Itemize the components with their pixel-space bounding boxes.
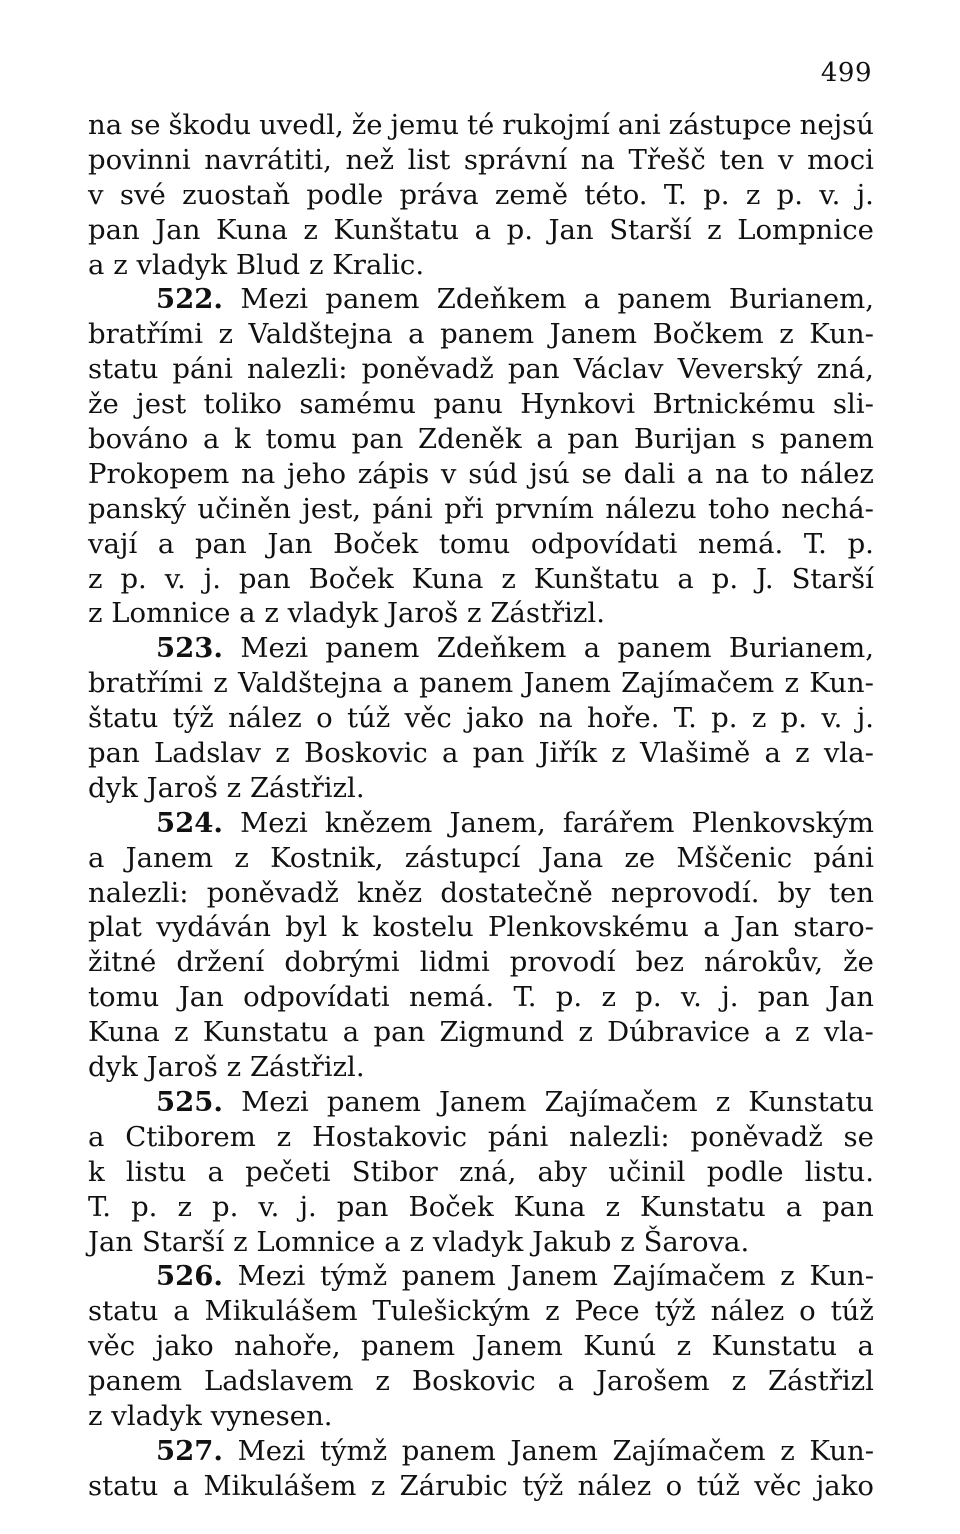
entry-number: 522. [156, 283, 223, 316]
page-number: 499 [820, 58, 872, 88]
text-line: věc jako nahoře, panem Janem Kunú z Kunstatu a [88, 1330, 874, 1363]
text-line: statu a Mikulášem Tulešickým z Pece týž nález o túž [88, 1295, 874, 1328]
entry-first-line: 525. Mezi panem Janem Zajímačem z Kunstatu [156, 1085, 874, 1118]
text-body [88, 108, 874, 1504]
text-line: povinni navrátiti, než list správní na Třešč ten v moci [88, 143, 874, 176]
text-line: štatu týž nález o túž věc jako na hoře. T. p. z p. v. j. [88, 702, 874, 735]
entry-first-line: 526. Mezi týmž panem Janem Zajímačem z Kun- [156, 1260, 874, 1293]
text-line: žitné držení dobrými lidmi provodí bez nárokův, že [88, 946, 874, 979]
text-line: dyk Jaroš z Zástřizl. [88, 1051, 365, 1084]
text-line: bratřími z Valdštejna a panem Janem Zajímačem z Kun- [88, 667, 874, 700]
text-line: statu páni nalezli: poněvadž pan Václav Veverský zná, [88, 353, 874, 386]
text-line: a Janem z Kostnik, zástupcí Jana ze Mščenic páni [88, 841, 874, 874]
entry-first-line: 524. Mezi knězem Janem, farářem Plenkovským [156, 806, 874, 839]
text-line: plat vydáván byl k kostelu Plenkovskému a Jan staro- [88, 911, 874, 944]
text-line: T. p. z p. v. j. pan Boček Kuna z Kunstatu a pan [88, 1190, 874, 1223]
text-line: a z vladyk Blud z Kralic. [88, 248, 425, 281]
text-line: na se škodu uvedl, že jemu té rukojmí ani zástupce nejsú [88, 109, 874, 141]
entry-number: 524. [156, 806, 223, 839]
text-line: nalezli: poněvadž kněz dostatečně neprovodí. by ten [88, 876, 874, 909]
text-line: vají a pan Jan Boček tomu odpovídati nemá. T. p. [88, 527, 874, 560]
text-line: pan Ladslav z Boskovic a pan Jiřík z Vlašimě a z vla- [88, 737, 874, 770]
text-line: v své zuostaň podle práva země této. T. p. z p. v. j. [88, 178, 874, 211]
text-line: z Lomnice a z vladyk Jaroš z Zástřizl. [88, 597, 605, 630]
entry-first-line: 523. Mezi panem Zdeňkem a panem Burianem, [156, 632, 874, 665]
text-line: k listu a pečeti Stibor zná, aby učinil podle listu. [88, 1155, 874, 1188]
text-line: pan Jan Kuna z Kunštatu a p. Jan Starší z Lompnice [88, 213, 874, 246]
text-line: tomu Jan odpovídati nemá. T. p. z p. v. j. pan Jan [88, 981, 874, 1014]
text-line: bováno a k tomu pan Zdeněk a pan Burijan s panem [88, 423, 874, 456]
entry-number: 526. [156, 1260, 223, 1293]
entry-first-line: 527. Mezi týmž panem Janem Zajímačem z Kun- [156, 1434, 874, 1467]
text-line: dyk Jaroš z Zástřizl. [88, 771, 365, 804]
text-line: a Ctiborem z Hostakovic páni nalezli: poněvadž se [88, 1120, 874, 1153]
text-line: z p. v. j. pan Boček Kuna z Kunštatu a p. J. Starší [88, 562, 874, 595]
entry-number: 525. [156, 1085, 223, 1118]
text-line: Prokopem na jeho zápis v súd jsú se dali a na to nález [88, 457, 874, 490]
entry-first-line: 522. Mezi panem Zdeňkem a panem Burianem, [156, 283, 874, 316]
text-line: panský učiněn jest, páni při prvním nálezu toho nechá- [88, 492, 874, 525]
text-line: panem Ladslavem z Boskovic a Jarošem z Zástřizl [88, 1365, 874, 1398]
entry-number: 527. [156, 1434, 223, 1467]
text-line: Jan Starší z Lomnice a z vladyk Jakub z Šarova. [88, 1225, 750, 1258]
text-line: z vladyk vynesen. [88, 1399, 333, 1432]
text-line: bratřími z Valdštejna a panem Janem Bočkem z Kun- [88, 318, 874, 351]
text-line: že jest toliko samému panu Hynkovi Brtnickému sli- [88, 388, 874, 421]
text-line: Kuna z Kunstatu a pan Zigmund z Dúbravice a z vla- [88, 1016, 874, 1049]
entry-number: 523. [156, 632, 223, 665]
text-line: statu a Mikulášem z Zárubic týž nález o túž věc jako [88, 1469, 874, 1502]
